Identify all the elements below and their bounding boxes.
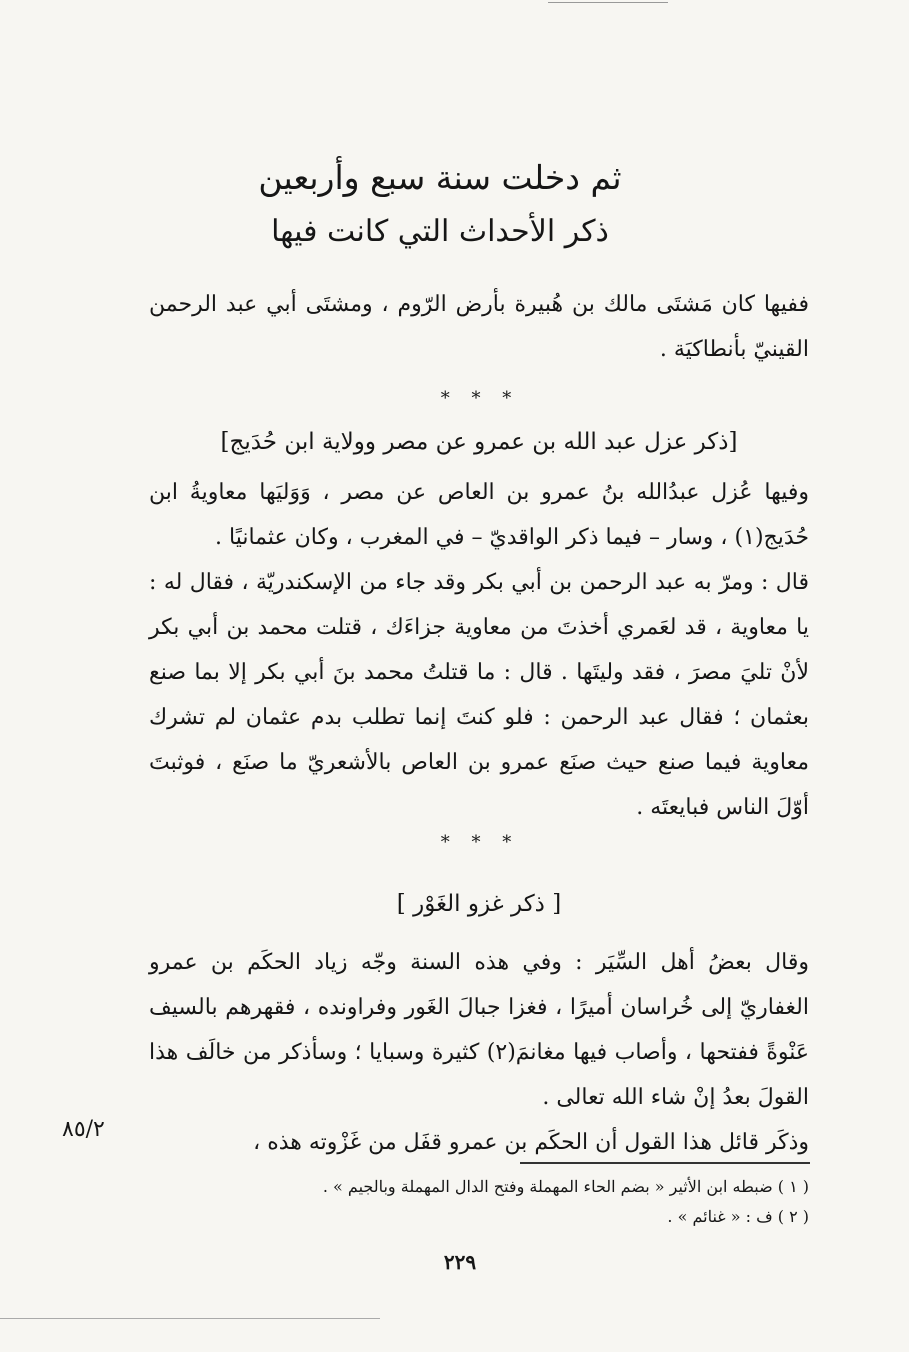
chapter-header — [120, 150, 760, 258]
section1-title: [ذكر عزل عبد الله بن عمرو عن مصر وولاية ابن حُدَيج] — [220, 429, 738, 455]
bottom-divider — [0, 1318, 380, 1319]
section2-paragraph-1: وقال بعضُ أهل السِّيَر : وفي هذه السنة وجّه زياد الحكَم بن عمرو الغفاريّ إلى خُراسان أميرًا ، فغزا جبالَ الغَور وفراونده ، فقهرهم بالسيف عَنْوةً ففتحها ، وأصاب فيها مغانمَ(٢) كثيرة وسبايا ؛ وسأذكر من خالَف هذا القولَ بعدُ إنْ شاء الله تعالى . — [149, 950, 809, 1110]
page-number: ٢٢٩ — [443, 1250, 477, 1274]
footnote-1: ( ١ ) ضبطه ابن الأثير « بضم الحاء المهملة وفتح الدال المهملة وبالجيم » . — [322, 1177, 809, 1196]
footnotes — [149, 1172, 809, 1232]
footnote-divider — [520, 1162, 810, 1164]
events-title: ذكر الأحداث التي كانت فيها — [271, 214, 609, 249]
section1-paragraph-1: وفيها عُزل عبدُالله بنُ عمرو بن العاص عن مصر ، وَوَليَها معاويةُ ابن حُدَيج(١) ، وسار – فيما ذكر الواقديّ – في المغرب ، وكان عثمانيًا . — [149, 480, 809, 550]
separator-stars-1: * * * — [440, 388, 520, 409]
section2-title: [ ذكر غزو الغَوْر ] — [396, 891, 562, 917]
top-divider — [548, 2, 668, 3]
section2-paragraph-2: وذكَر قائل هذا القول أن الحكَم بن عمرو قفَل من غَزْوته هذه ، — [253, 1130, 809, 1155]
section1-paragraph-2: قال : ومرّ به عبد الرحمن بن أبي بكر وقد جاء من الإسكندريّة ، فقال له : يا معاوية ، قد لعَمري أخذتَ من معاوية جزاءَك ، قتلت محمد بن أبي بكر لأنْ تليَ مصرَ ، فقد وليتَها . قال : ما قتلتُ محمد بنَ أبي بكر إلا بما صنع بعثمان ؛ فقال عبد الرحمن : فلو كنتَ إنما تطلب بدم عثمان لم تشرك معاوية فيما صنع حيث صنَع عمرو بن العاص بالأشعريّ ما صنَع ، فوثبتَ أوّلَ الناس فبايعتَه . — [149, 570, 809, 820]
year-title: ثم دخلت سنة سبع وأربعين — [258, 158, 622, 197]
separator-stars-2: * * * — [440, 832, 520, 853]
intro-paragraph-block — [149, 282, 809, 372]
section2-body — [149, 940, 809, 1165]
margin-reference: ٨٥/٢ — [62, 1117, 105, 1142]
section1-body — [149, 470, 809, 830]
intro-paragraph: ففيها كان مَشتَى مالك بن هُبيرة بأرض الرّوم ، ومشتَى أبي عبد الرحمن القينيّ بأنطاكيَة . — [149, 292, 809, 362]
footnote-2: ( ٢ ) ف : « غنائم » . — [667, 1207, 809, 1226]
